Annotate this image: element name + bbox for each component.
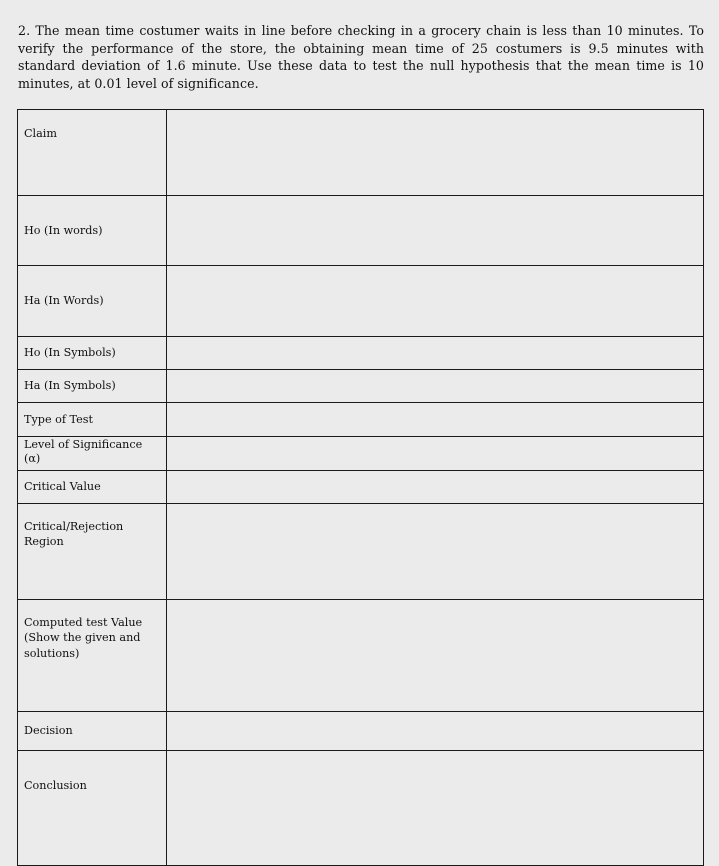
answer-cell-ho-words[interactable] bbox=[167, 196, 704, 266]
answer-cell-claim[interactable] bbox=[167, 110, 704, 196]
answer-cell-type-of-test[interactable] bbox=[167, 403, 704, 437]
answer-cell-critical-value[interactable] bbox=[167, 471, 704, 504]
worksheet-row-ha-symbols bbox=[18, 370, 704, 403]
problem-statement: 2. The mean time costumer waits in line before checking in a grocery chain is less than 10 minutes. To verify the performance of the store, the obtaining mean time of 25 costumers is 9.5 minutes with standard deviation of 1.6 minute. Use these data to test the null hypothesis that the mean time is 10 minutes, at 0.01 level of significance. bbox=[18, 23, 704, 91]
answer-cell-ha-words[interactable] bbox=[167, 266, 704, 337]
row-label: Critical/Rejection Region bbox=[18, 504, 167, 600]
row-label: Ha (In Words) bbox=[18, 266, 167, 337]
answer-cell-ho-symbols[interactable] bbox=[167, 337, 704, 370]
row-label: Conclusion bbox=[18, 751, 167, 866]
worksheet-row-level-of-significance bbox=[18, 437, 704, 471]
worksheet-row-claim bbox=[18, 110, 704, 196]
hypothesis-test-worksheet bbox=[17, 109, 704, 866]
row-label: Computed test Value (Show the given and solutions) bbox=[18, 600, 167, 712]
answer-cell-level-of-significance[interactable] bbox=[167, 437, 704, 471]
worksheet-row-ho-symbols bbox=[18, 337, 704, 370]
worksheet-row-conclusion bbox=[18, 751, 704, 866]
worksheet-row-ho-words bbox=[18, 196, 704, 266]
row-label: Level of Significance (α) bbox=[18, 437, 167, 471]
worksheet-row-rejection-region bbox=[18, 504, 704, 600]
answer-cell-ha-symbols[interactable] bbox=[167, 370, 704, 403]
worksheet-row-critical-value bbox=[18, 471, 704, 504]
row-label: Decision bbox=[18, 712, 167, 751]
worksheet-row-type-of-test bbox=[18, 403, 704, 437]
worksheet-row-ha-words bbox=[18, 266, 704, 337]
answer-cell-decision[interactable] bbox=[167, 712, 704, 751]
row-label: Ha (In Symbols) bbox=[18, 370, 167, 403]
row-label: Type of Test bbox=[18, 403, 167, 437]
answer-cell-computed-test-value[interactable] bbox=[167, 600, 704, 712]
row-label: Critical Value bbox=[18, 471, 167, 504]
row-label: Ho (In Symbols) bbox=[18, 337, 167, 370]
answer-cell-rejection-region[interactable] bbox=[167, 504, 704, 600]
worksheet-row-computed-test-value bbox=[18, 600, 704, 712]
answer-cell-conclusion[interactable] bbox=[167, 751, 704, 866]
worksheet-row-decision bbox=[18, 712, 704, 751]
row-label: Ho (In words) bbox=[18, 196, 167, 266]
row-label: Claim bbox=[18, 110, 167, 196]
